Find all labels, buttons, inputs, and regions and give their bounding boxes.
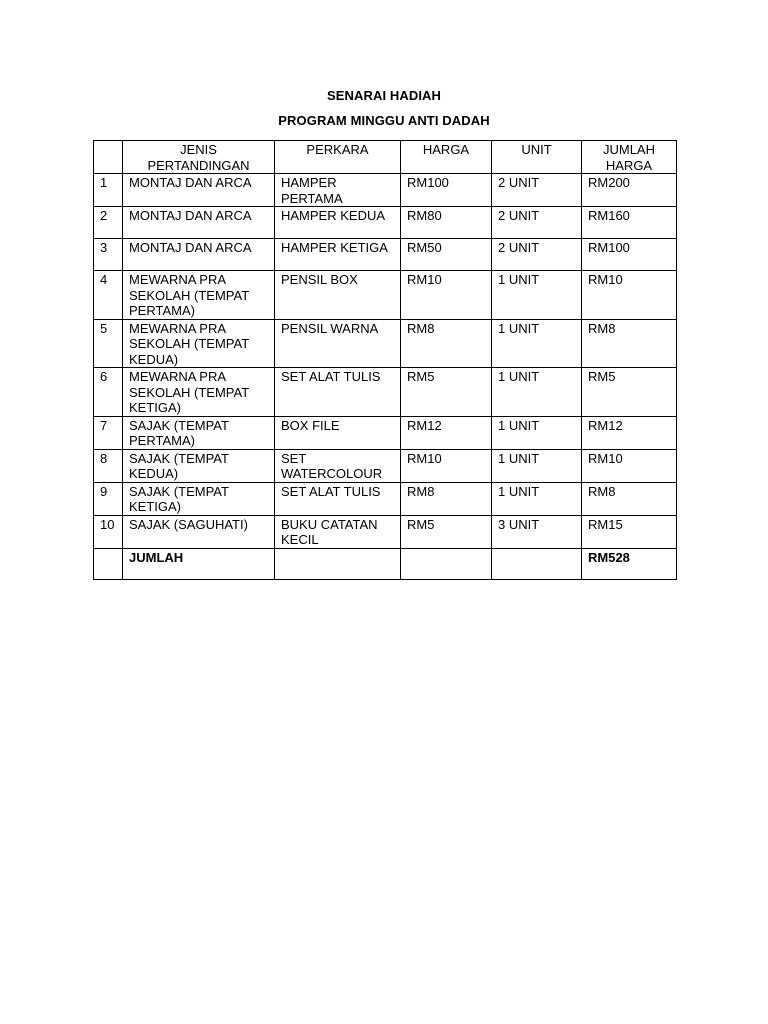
cell-no: 4 bbox=[94, 271, 123, 320]
cell-harga: RM10 bbox=[401, 271, 492, 320]
cell-perkara: PENSIL WARNA bbox=[275, 319, 401, 368]
table-row bbox=[94, 482, 677, 515]
cell-harga: RM12 bbox=[401, 416, 492, 449]
cell-harga: RM100 bbox=[401, 174, 492, 207]
header-unit: UNIT bbox=[492, 141, 582, 174]
cell-perkara: HAMPER PERTAMA bbox=[275, 174, 401, 207]
cell-jenis: SAJAK (TEMPAT PERTAMA) bbox=[123, 416, 275, 449]
cell-jumlah: RM100 bbox=[582, 239, 677, 271]
table-row bbox=[94, 207, 677, 239]
header-no bbox=[94, 141, 123, 174]
cell-jumlah: RM10 bbox=[582, 271, 677, 320]
cell-jenis: MEWARNA PRA SEKOLAH (TEMPAT KEDUA) bbox=[123, 319, 275, 368]
table-row bbox=[94, 416, 677, 449]
cell-no: 6 bbox=[94, 368, 123, 417]
table-row bbox=[94, 515, 677, 548]
table-header-row bbox=[94, 141, 677, 174]
cell-jenis: MEWARNA PRA SEKOLAH (TEMPAT PERTAMA) bbox=[123, 271, 275, 320]
table-row bbox=[94, 174, 677, 207]
cell-jenis: MEWARNA PRA SEKOLAH (TEMPAT KETIGA) bbox=[123, 368, 275, 417]
cell-unit: 1 UNIT bbox=[492, 449, 582, 482]
cell-harga: RM80 bbox=[401, 207, 492, 239]
cell-jenis: SAJAK (TEMPAT KETIGA) bbox=[123, 482, 275, 515]
cell-harga: RM5 bbox=[401, 368, 492, 417]
cell-harga: RM50 bbox=[401, 239, 492, 271]
table-row bbox=[94, 239, 677, 271]
cell-unit bbox=[492, 548, 582, 579]
cell-harga: RM10 bbox=[401, 449, 492, 482]
table-row bbox=[94, 449, 677, 482]
cell-unit: 1 UNIT bbox=[492, 271, 582, 320]
cell-perkara bbox=[275, 548, 401, 579]
cell-jenis: SAJAK (TEMPAT KEDUA) bbox=[123, 449, 275, 482]
table-total-row bbox=[94, 548, 677, 579]
cell-no: 9 bbox=[94, 482, 123, 515]
table-row bbox=[94, 319, 677, 368]
cell-perkara: SET WATERCOLOUR bbox=[275, 449, 401, 482]
cell-no: 5 bbox=[94, 319, 123, 368]
cell-unit: 1 UNIT bbox=[492, 416, 582, 449]
document-subtitle: PROGRAM MINGGU ANTI DADAH bbox=[278, 113, 490, 128]
cell-unit: 1 UNIT bbox=[492, 482, 582, 515]
total-label: JUMLAH bbox=[123, 548, 275, 579]
cell-jumlah: RM8 bbox=[582, 482, 677, 515]
header-harga: HARGA bbox=[401, 141, 492, 174]
cell-jenis: MONTAJ DAN ARCA bbox=[123, 239, 275, 271]
cell-jumlah: RM200 bbox=[582, 174, 677, 207]
cell-unit: 2 UNIT bbox=[492, 174, 582, 207]
cell-harga: RM8 bbox=[401, 319, 492, 368]
cell-unit: 1 UNIT bbox=[492, 368, 582, 417]
cell-unit: 2 UNIT bbox=[492, 239, 582, 271]
cell-unit: 3 UNIT bbox=[492, 515, 582, 548]
cell-unit: 2 UNIT bbox=[492, 207, 582, 239]
cell-jumlah: RM160 bbox=[582, 207, 677, 239]
header-perkara: PERKARA bbox=[275, 141, 401, 174]
cell-no: 1 bbox=[94, 174, 123, 207]
header-jenis: JENIS PERTANDINGAN bbox=[123, 141, 275, 174]
cell-jumlah: RM5 bbox=[582, 368, 677, 417]
table-row bbox=[94, 271, 677, 320]
cell-no: 10 bbox=[94, 515, 123, 548]
cell-perkara: SET ALAT TULIS bbox=[275, 368, 401, 417]
header-jumlah: JUMLAH HARGA bbox=[582, 141, 677, 174]
cell-no: 7 bbox=[94, 416, 123, 449]
cell-jumlah: RM10 bbox=[582, 449, 677, 482]
cell-unit: 1 UNIT bbox=[492, 319, 582, 368]
cell-perkara: BUKU CATATAN KECIL bbox=[275, 515, 401, 548]
cell-no: 2 bbox=[94, 207, 123, 239]
cell-no bbox=[94, 548, 123, 579]
cell-harga: RM5 bbox=[401, 515, 492, 548]
cell-perkara: HAMPER KETIGA bbox=[275, 239, 401, 271]
cell-perkara: BOX FILE bbox=[275, 416, 401, 449]
cell-no: 8 bbox=[94, 449, 123, 482]
cell-perkara: HAMPER KEDUA bbox=[275, 207, 401, 239]
cell-perkara: PENSIL BOX bbox=[275, 271, 401, 320]
cell-jenis: MONTAJ DAN ARCA bbox=[123, 174, 275, 207]
cell-jumlah: RM12 bbox=[582, 416, 677, 449]
cell-jumlah: RM15 bbox=[582, 515, 677, 548]
cell-harga bbox=[401, 548, 492, 579]
total-value: RM528 bbox=[582, 548, 677, 579]
prize-table bbox=[93, 140, 677, 580]
cell-jumlah: RM8 bbox=[582, 319, 677, 368]
cell-no: 3 bbox=[94, 239, 123, 271]
cell-jenis: MONTAJ DAN ARCA bbox=[123, 207, 275, 239]
cell-harga: RM8 bbox=[401, 482, 492, 515]
table-row bbox=[94, 368, 677, 417]
cell-jenis: SAJAK (SAGUHATI) bbox=[123, 515, 275, 548]
document-title: SENARAI HADIAH bbox=[326, 88, 442, 103]
cell-perkara: SET ALAT TULIS bbox=[275, 482, 401, 515]
